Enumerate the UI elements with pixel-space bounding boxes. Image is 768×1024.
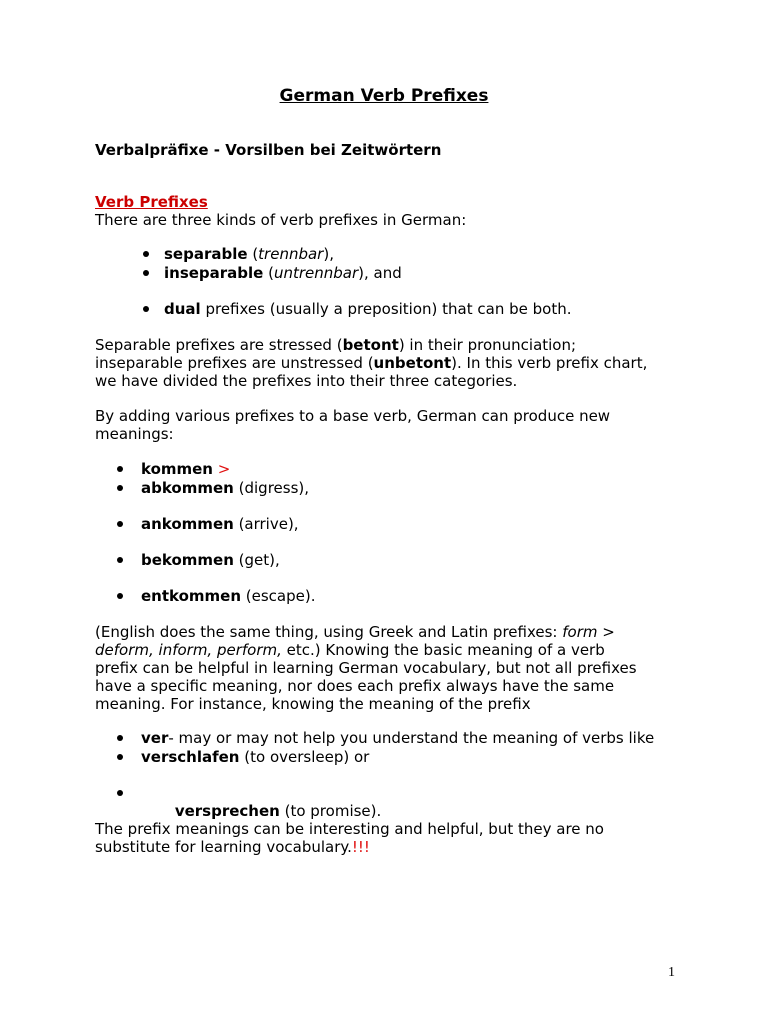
- intro-text: There are three kinds of verb prefixes in German:: [95, 211, 467, 229]
- closing-paragraph: The prefix meanings can be interesting and helpful, but they are no substitute for learning vocabulary.!!!: [95, 820, 604, 856]
- stress-paragraph: Separable prefixes are stressed (betont) in their pronunciation; inseparable prefixes are unstressed (unbetont). In this verb prefix chart, we have divided the prefixes into their three categories.: [95, 336, 648, 390]
- list-item: bekommen (get),: [141, 551, 280, 569]
- term: dual: [164, 300, 201, 318]
- bullet-icon: [143, 251, 149, 257]
- list-item: versprechen (to promise).: [169, 802, 382, 820]
- bullet-icon: [143, 306, 149, 312]
- bullet-icon: [117, 521, 123, 527]
- adding-paragraph: By adding various prefixes to a base verb, German can produce new meanings:: [95, 407, 611, 443]
- section-heading: Verb Prefixes: [95, 193, 208, 211]
- bullet-icon: [143, 270, 149, 276]
- bullet-icon: [117, 593, 123, 599]
- list-item: ver- may or may not help you understand the meaning of verbs like: [141, 729, 655, 747]
- list-item: kommen >: [141, 460, 231, 478]
- arrow-icon: >: [217, 460, 231, 478]
- bullet-icon: [117, 754, 123, 760]
- translation: untrennbar: [273, 264, 359, 282]
- list-item: inseparable (untrennbar), and: [164, 264, 402, 282]
- list-item: entkommen (escape).: [141, 587, 316, 605]
- list-item: ankommen (arrive),: [141, 515, 299, 533]
- translation: trennbar: [258, 245, 324, 263]
- bullet-icon: [117, 466, 123, 472]
- term: separable: [164, 245, 248, 263]
- bullet-icon: [117, 790, 123, 796]
- bullet-icon: [117, 485, 123, 491]
- list-item: dual prefixes (usually a preposition) that can be both.: [164, 300, 572, 318]
- list-item: verschlafen (to oversleep) or: [141, 748, 370, 766]
- bullet-icon: [117, 735, 123, 741]
- term: inseparable: [164, 264, 264, 282]
- page-title: German Verb Prefixes: [279, 86, 489, 106]
- english-paragraph: (English does the same thing, using Greek and Latin prefixes: form > deform, inform, perform, etc.) Knowing the basic meaning of a verb prefix can be helpful in learning German vocabulary, but not all prefixes have a specific meaning, nor does each prefix always have the same meaning. For instance, knowing the meaning of the prefix: [95, 623, 637, 713]
- list-item: abkommen (digress),: [141, 479, 310, 497]
- page-number: 1: [668, 965, 675, 980]
- list-item: separable (trennbar),: [164, 245, 334, 263]
- subtitle: Verbalpräfixe - Vorsilben bei Zeitwörtern: [95, 141, 442, 159]
- bullet-icon: [117, 557, 123, 563]
